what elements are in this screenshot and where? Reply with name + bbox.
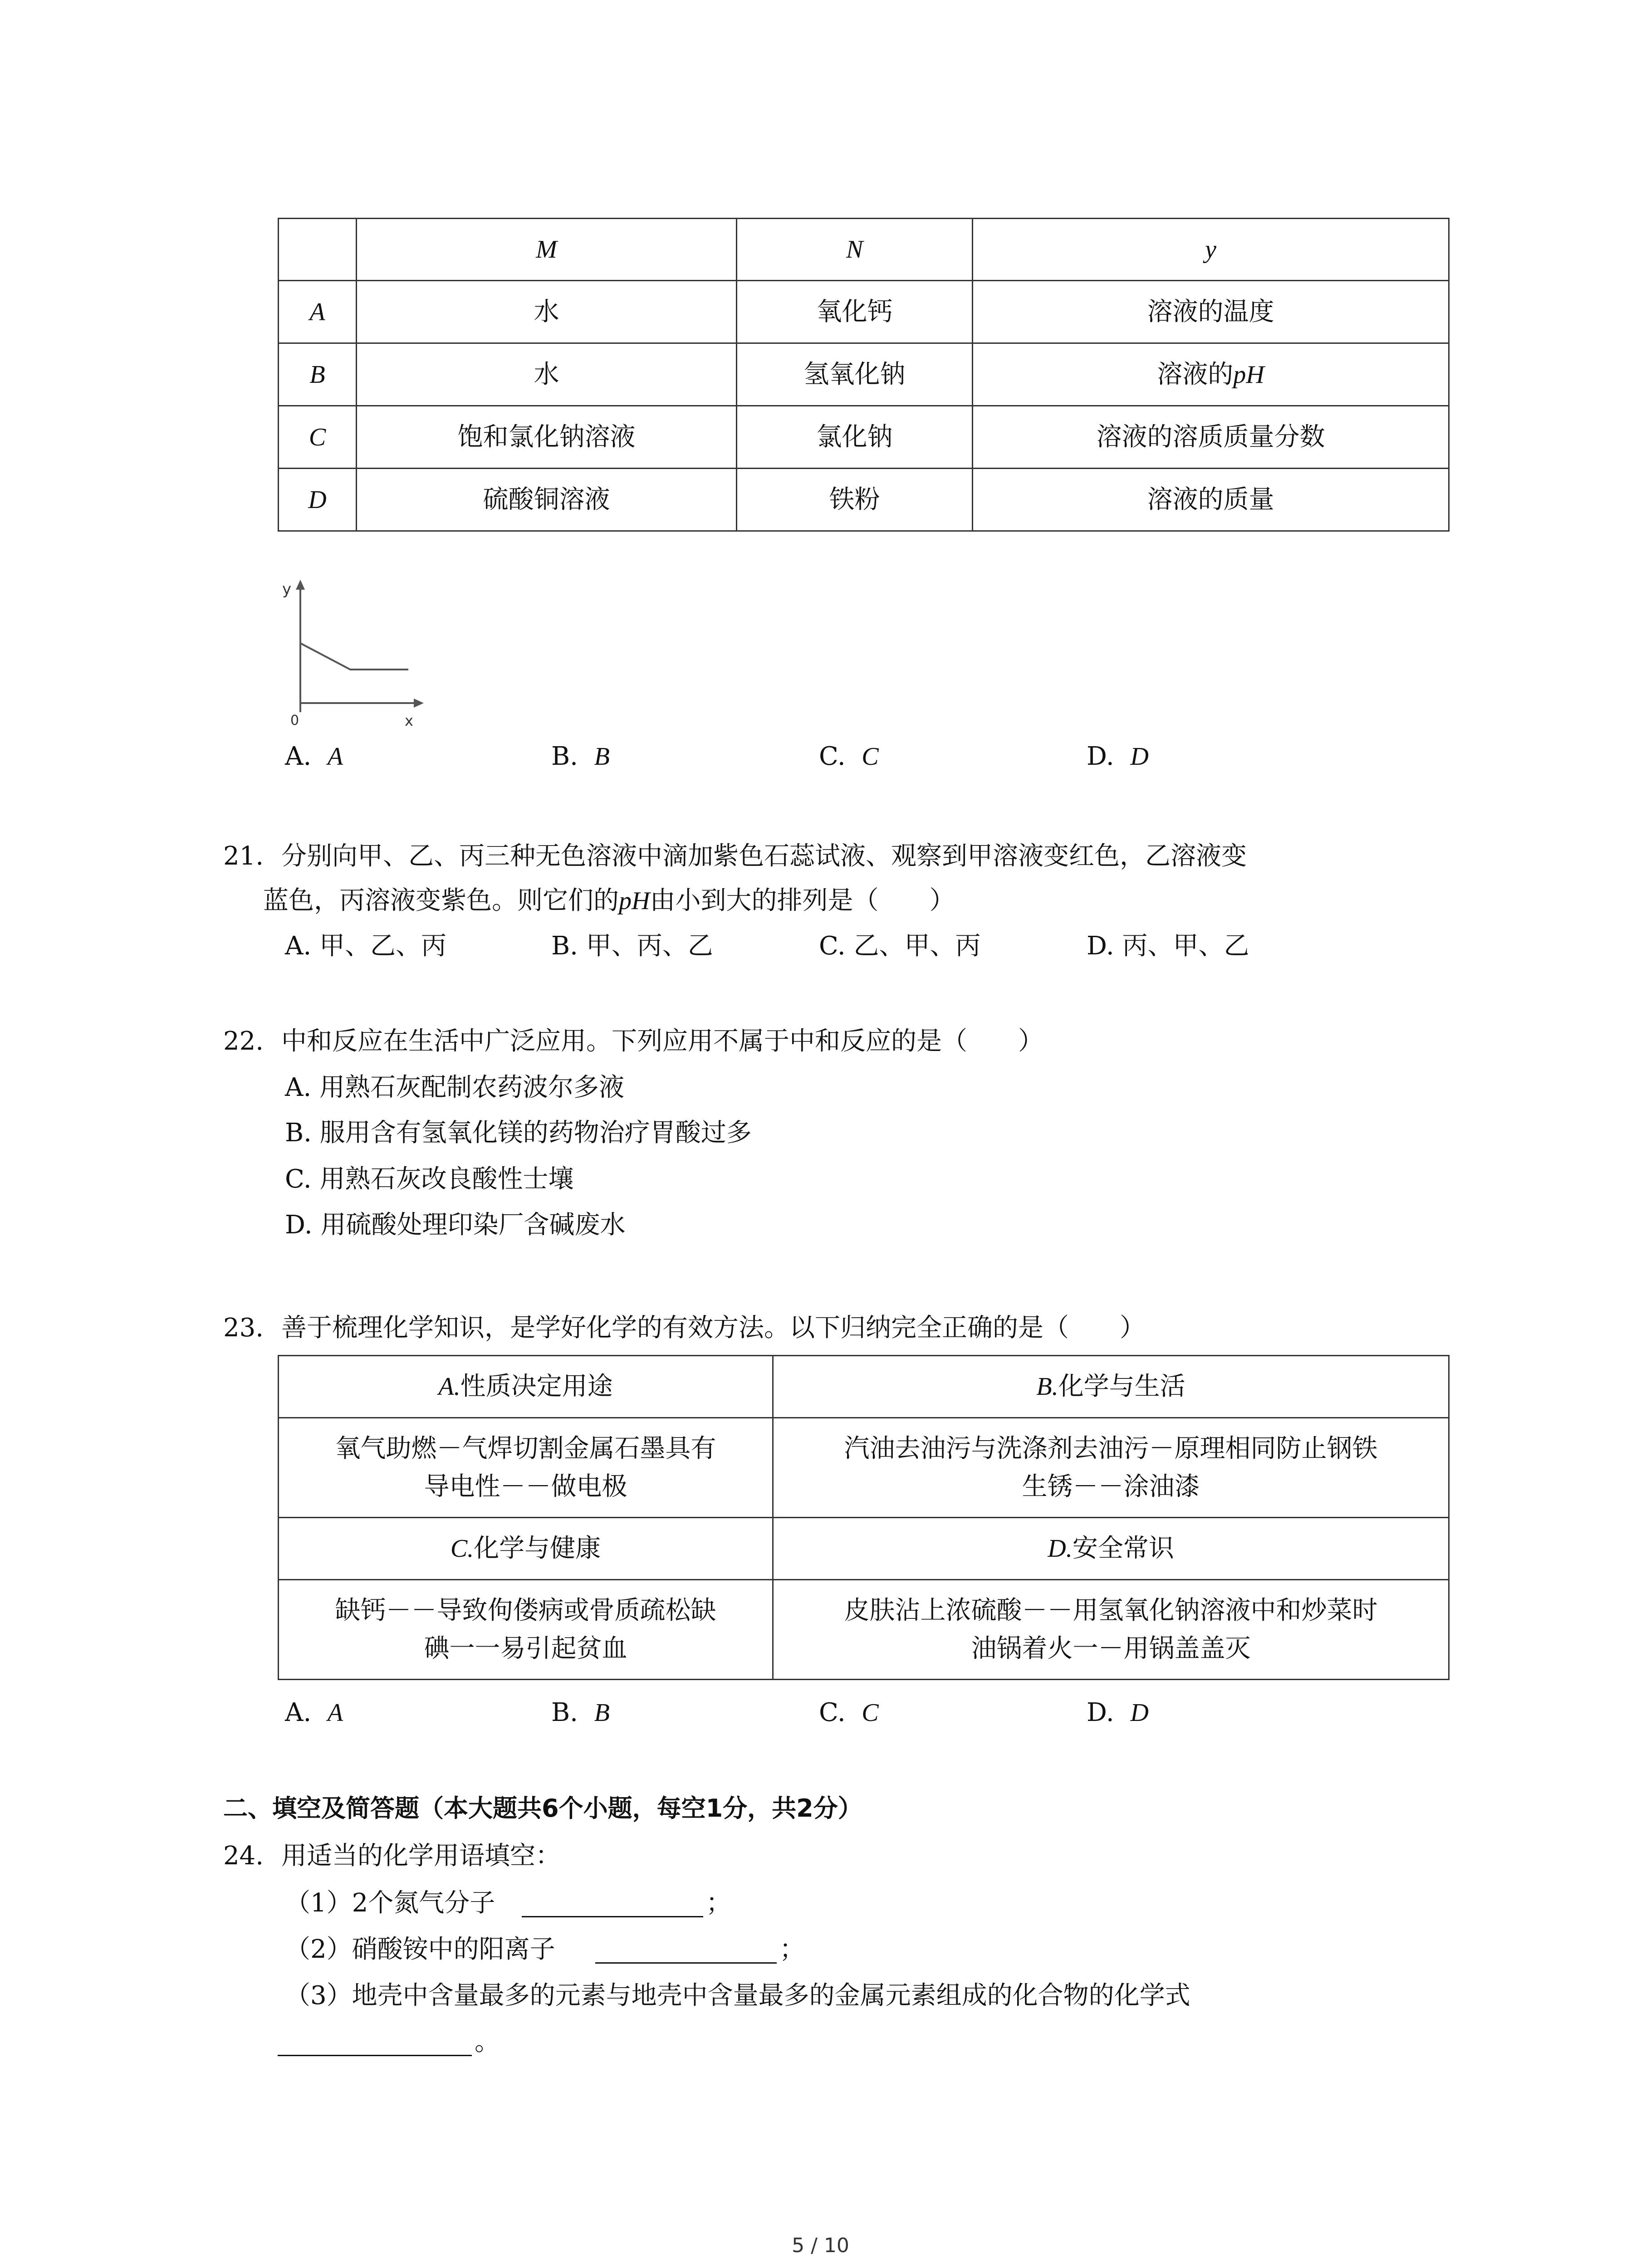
body-line: 油锅着火一－用锅盖盖灭	[971, 1633, 1251, 1663]
q20-option-d[interactable]	[1087, 744, 1149, 769]
q22-number: 22.	[223, 1026, 264, 1056]
q21-option-a[interactable]: A. 甲、乙、丙	[285, 931, 447, 961]
option-prefix: B.	[551, 1698, 578, 1727]
head-text: 性质决定用途	[460, 1372, 613, 1401]
body-line: 缺钙－－导致佝偻病或骨质疏松缺	[335, 1595, 716, 1625]
q20-table	[278, 218, 1450, 532]
q24-item3: （3）地壳中含量最多的元素与地壳中含量最多的金属元素组成的化合物的化学式	[285, 1981, 1190, 2010]
q20-row-label: C	[279, 406, 357, 469]
q23-head-d	[773, 1518, 1449, 1580]
q20-graph	[272, 576, 436, 739]
q20-cell-n: 氯化钠	[737, 406, 973, 469]
head-letter: A.	[438, 1373, 460, 1401]
q20-row-label: A	[279, 281, 357, 343]
table-row	[279, 281, 1449, 343]
q23-table	[278, 1355, 1450, 1680]
q21-stem-text: 蓝色，丙溶液变紫色。则它们的	[263, 886, 619, 915]
q20-cell-n: 氧化钙	[737, 281, 973, 343]
body-line: 碘一一易引起贫血	[424, 1633, 627, 1663]
q24-item2: （2）硝酸铵中的阳离子	[285, 1935, 555, 1964]
q23-stem: 善于梳理化学知识，是学好化学的有效方法。以下归纳完全正确的是（ ）	[281, 1313, 1145, 1343]
q24-number: 24.	[223, 1841, 264, 1871]
q24-item1-blank[interactable]	[522, 1916, 703, 1917]
head-text: 化学与健康	[474, 1534, 601, 1563]
q20-cell-m: 饱和氯化钠溶液	[357, 406, 737, 469]
q24-item2-end: ；	[779, 1935, 805, 1964]
q23-head-b	[773, 1356, 1449, 1418]
q23-body-d	[773, 1580, 1449, 1680]
q24-item3-end: 。	[475, 2027, 500, 2057]
q20-cell-m: 水	[357, 281, 737, 343]
table-row	[279, 406, 1449, 469]
graph-y-label: y	[282, 580, 292, 598]
q20-option-c[interactable]	[819, 744, 879, 769]
y-axis-arrow	[296, 580, 305, 590]
q20-cell-y	[973, 343, 1449, 406]
head-text: 化学与生活	[1058, 1372, 1185, 1401]
q20-header-y: y	[973, 219, 1449, 281]
body-line: 导电性－－做电极	[424, 1471, 627, 1501]
q20-cell-y: 溶液的温度	[973, 281, 1449, 343]
q20-cell-y-text: 溶液的	[1157, 359, 1234, 389]
option-prefix: D.	[1087, 1698, 1114, 1727]
option-prefix: B.	[551, 742, 578, 771]
q24-item1: （1）2个氮气分子	[285, 1888, 495, 1918]
option-prefix: C.	[819, 1698, 846, 1727]
q23-head-c	[279, 1518, 773, 1580]
q20-header-n: N	[737, 219, 973, 281]
q20-row-label: B	[279, 343, 357, 406]
ph-symbol: pH	[619, 887, 650, 915]
head-text: 安全常识	[1072, 1534, 1174, 1563]
body-line: 生锈－－涂油漆	[1022, 1471, 1200, 1501]
table-row	[279, 469, 1449, 531]
q20-cell-m: 硫酸铜溶液	[357, 469, 737, 531]
q21-option-d[interactable]: D. 丙、甲、乙	[1087, 931, 1249, 961]
page-number: 5 / 10	[792, 2234, 849, 2257]
q23-option-b[interactable]	[551, 1700, 610, 1725]
option-prefix: D.	[1087, 742, 1114, 771]
q23-head-a	[279, 1356, 773, 1418]
q21-stem-text: 由小到大的排列是（ ）	[650, 886, 955, 915]
option-prefix: C.	[819, 742, 846, 771]
option-prefix: A.	[285, 742, 312, 771]
option-value: C	[862, 743, 879, 771]
option-value: B	[594, 743, 610, 771]
option-value: A	[327, 743, 343, 771]
q20-cell-n: 铁粉	[737, 469, 973, 531]
q21-number: 21.	[223, 841, 264, 871]
option-prefix: A.	[285, 1698, 312, 1727]
q22-option-a[interactable]: A. 用熟石灰配制农药波尔多液	[285, 1073, 625, 1102]
table-row	[279, 343, 1449, 406]
head-letter: B.	[1036, 1373, 1058, 1401]
q20-cell-y: 溶液的质量	[973, 469, 1449, 531]
option-value: B	[594, 1699, 610, 1727]
q24-item3-blank[interactable]	[278, 2055, 472, 2056]
q20-cell-n: 氢氧化钠	[737, 343, 973, 406]
q20-cell-y: 溶液的溶质质量分数	[973, 406, 1449, 469]
body-line: 氧气助燃－气焊切割金属石墨具有	[335, 1433, 716, 1463]
q22-option-b[interactable]: B. 服用含有氢氧化镁的药物治疗胃酸过多	[285, 1118, 752, 1148]
q23-option-a[interactable]	[285, 1700, 343, 1725]
q23-body-b	[773, 1418, 1449, 1518]
q20-option-b[interactable]	[551, 744, 610, 769]
graph-x-label: x	[405, 712, 413, 729]
q20-row-label: D	[279, 469, 357, 531]
head-letter: C.	[450, 1535, 474, 1563]
q21-stem-line1: 分别向甲、乙、丙三种无色溶液中滴加紫色石蕊试液、观察到甲溶液变红色，乙溶液变	[281, 841, 1247, 871]
x-axis-arrow	[414, 699, 424, 708]
graph-curve	[300, 643, 408, 670]
option-value: D	[1130, 1699, 1149, 1727]
q23-body-c	[279, 1580, 773, 1680]
q24-item1-end: ；	[706, 1888, 731, 1918]
q21-stem-line2	[263, 888, 955, 914]
q24-item2-blank[interactable]	[595, 1962, 777, 1964]
q20-cell-m: 水	[357, 343, 737, 406]
option-value: A	[327, 1699, 343, 1727]
q23-number: 23.	[223, 1313, 264, 1343]
section-title: 二、填空及简答题（本大题共6个小题，每空1分，共2分）	[223, 1794, 862, 1823]
option-value: D	[1130, 743, 1149, 771]
head-letter: D.	[1048, 1535, 1073, 1563]
q21-option-b[interactable]: B. 甲、丙、乙	[551, 931, 713, 961]
ph-symbol: pH	[1233, 360, 1264, 389]
body-line: 汽油去油污与洗涤剂去油污－原理相同防止钢铁	[844, 1433, 1378, 1463]
q21-option-c[interactable]: C. 乙、甲、丙	[819, 931, 981, 961]
q20-option-a[interactable]	[285, 744, 343, 769]
body-line: 皮肤沾上浓硫酸－－用氢氧化钠溶液中和炒菜时	[844, 1595, 1378, 1625]
q22-option-d[interactable]: D. 用硫酸处理印染厂含碱废水	[285, 1210, 626, 1240]
graph-origin-label: 0	[290, 713, 299, 728]
q20-header-m: M	[357, 219, 737, 281]
q23-option-c[interactable]	[819, 1700, 879, 1725]
option-value: C	[862, 1699, 879, 1727]
q22-stem: 中和反应在生活中广泛应用。下列应用不属于中和反应的是（ ）	[281, 1026, 1043, 1056]
q22-option-c[interactable]: C. 用熟石灰改良酸性士壤	[285, 1164, 574, 1194]
q23-option-d[interactable]	[1087, 1700, 1149, 1725]
q20-header-blank	[279, 219, 357, 281]
q23-body-a	[279, 1418, 773, 1518]
q24-stem: 用适当的化学用语填空：	[281, 1841, 561, 1871]
